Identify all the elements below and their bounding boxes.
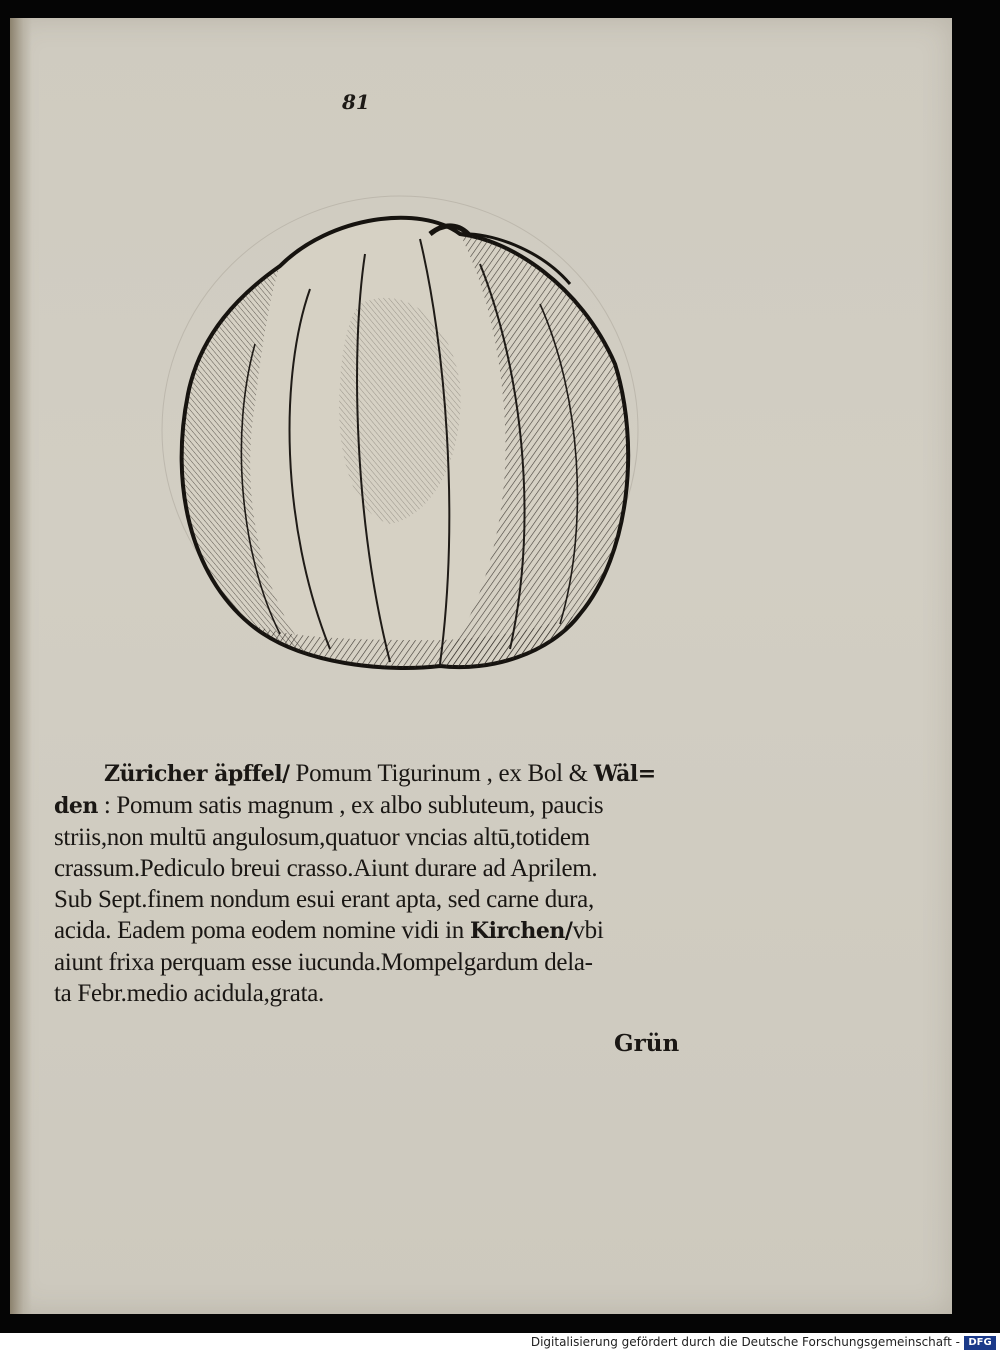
text-line: Sub Sept.finem nondum esui erant apta, sed carne dura,: [54, 886, 594, 913]
text-line: acida. Eadem poma eodem nomine vidi in Kirchen/vbi: [54, 917, 604, 944]
dfg-logo: DFG: [964, 1336, 996, 1350]
text-line: striis,non multū angulosum,quatuor vncias altū,totidem: [54, 824, 590, 851]
description-text: [54, 758, 704, 1009]
text-line: crassum.Pediculo breui crasso.Aiunt durare ad Aprilem.: [54, 855, 598, 882]
book-page: [10, 18, 952, 1314]
text-line: aiunt frixa perquam esse iucunda.Mompelgardum dela-: [54, 949, 593, 976]
footer-credit: Digitalisierung gefördert durch die Deutsche Forschungsgemeinschaft -: [530, 1335, 960, 1349]
apple-woodcut-illustration: [160, 194, 640, 674]
page-gutter: [10, 18, 32, 1314]
text-line: ta Febr.medio acidula,grata.: [54, 980, 324, 1007]
digitization-footer: [0, 1333, 1000, 1353]
text-line: Züricher äpffel/ Pomum Tigurinum , ex Bol & Wäl=: [104, 760, 656, 787]
text-line: den : Pomum satis magnum , ex albo subluteum, paucis: [54, 792, 604, 819]
page-number: 81: [342, 90, 370, 114]
catchword: Grün: [614, 1030, 680, 1057]
